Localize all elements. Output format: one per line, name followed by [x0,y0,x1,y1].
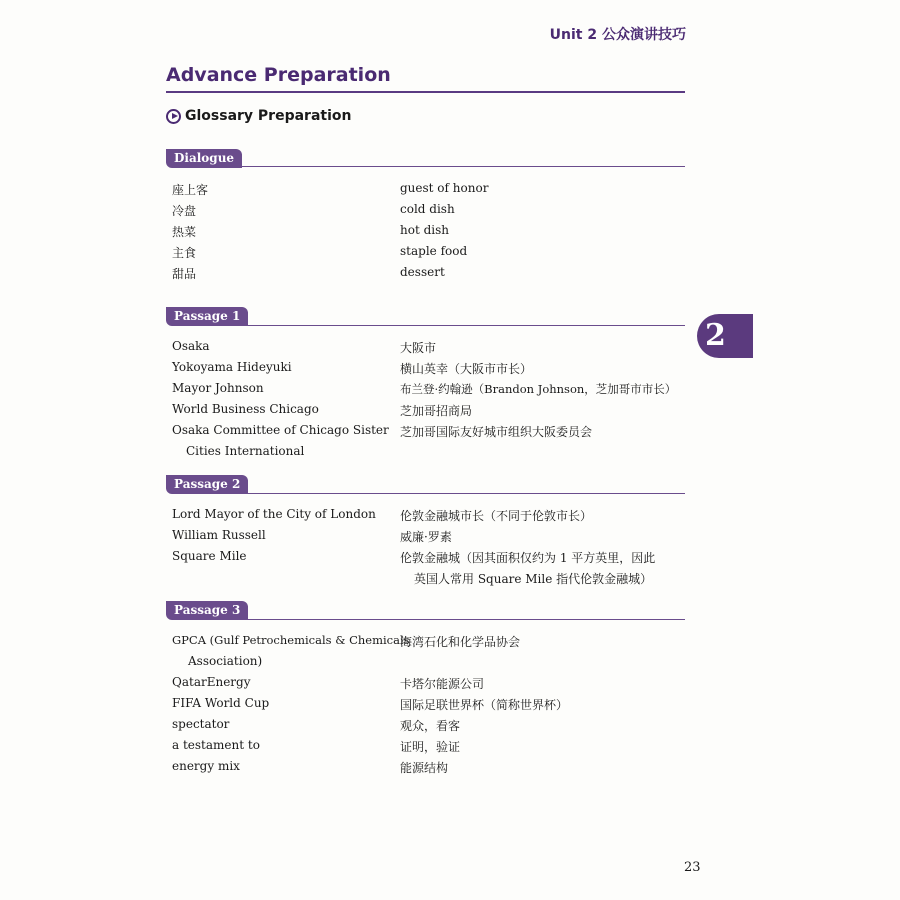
subsection-title: Glossary Preparation [185,108,352,124]
term-en: Lord Mayor of the City of London [172,507,376,521]
term-zh: 卡塔尔能源公司 [400,677,485,691]
title-divider [166,91,685,93]
passage1-divider [238,325,685,326]
term-en: hot dish [400,223,449,237]
term-en: GPCA (Gulf Petrochemicals & Chemicals [172,633,410,647]
term-zh: 能源结构 [400,761,449,775]
term-en-continuation: Association) [188,654,263,668]
term-zh: 主食 [172,246,197,260]
term-zh: 大阪市 [400,341,437,355]
term-en: Mayor Johnson [172,381,264,395]
term-zh: 甜品 [172,267,197,281]
dialogue-tag: Dialogue [166,149,242,168]
chapter-tab: 2 [697,314,753,358]
term-en: William Russell [172,528,266,542]
term-zh: 海湾石化和化学品协会 [400,635,521,649]
term-en: World Business Chicago [172,402,319,416]
term-zh: 热菜 [172,225,197,239]
term-zh: 伦敦金融城市长（不同于伦敦市长） [400,509,593,523]
term-en: guest of honor [400,181,489,195]
passage2-divider [238,493,685,494]
play-circle-icon [166,109,181,124]
term-en: spectator [172,717,230,731]
term-zh: 观众，看客 [400,719,461,733]
term-en: FIFA World Cup [172,696,270,710]
term-en-continuation: Cities International [186,444,305,458]
term-en: Osaka Committee of Chicago Sister [172,423,389,437]
term-en: dessert [400,265,445,279]
term-zh: 证明，验证 [400,740,461,754]
unit-header: Unit 2 公众演讲技巧 [549,27,686,43]
term-en: Yokoyama Hideyuki [172,360,292,374]
term-en: Osaka [172,339,210,353]
term-en: QatarEnergy [172,675,251,689]
term-en: energy mix [172,759,240,773]
term-zh: 座上客 [172,183,209,197]
term-en: staple food [400,244,468,258]
passage3-divider [238,619,685,620]
passage1-tag: Passage 1 [166,307,248,326]
term-en: a testament to [172,738,260,752]
term-zh: 国际足联世界杯（简称世界杯） [400,698,569,712]
term-en: cold dish [400,202,455,216]
term-zh: 横山英幸（大阪市市长） [400,362,533,376]
subsection-heading [166,108,351,124]
term-zh: 芝加哥国际友好城市组织大阪委员会 [400,425,593,439]
term-zh-continuation: 英国人常用 Square Mile 指代伦敦金融城） [414,572,653,586]
term-en: Square Mile [172,549,247,563]
passage2-tag: Passage 2 [166,475,248,494]
section-title: Advance Preparation [166,64,391,86]
term-zh: 冷盘 [172,204,197,218]
dialogue-divider [236,166,685,167]
term-zh: 伦敦金融城（因其面积仅约为 1 平方英里，因此 [400,551,656,565]
term-zh: 布兰登·约翰逊（Brandon Johnson，芝加哥市市长） [400,382,677,396]
term-zh: 威廉·罗素 [400,530,452,544]
passage3-tag: Passage 3 [166,601,248,620]
page-number: 23 [684,860,701,875]
term-zh: 芝加哥招商局 [400,404,473,418]
